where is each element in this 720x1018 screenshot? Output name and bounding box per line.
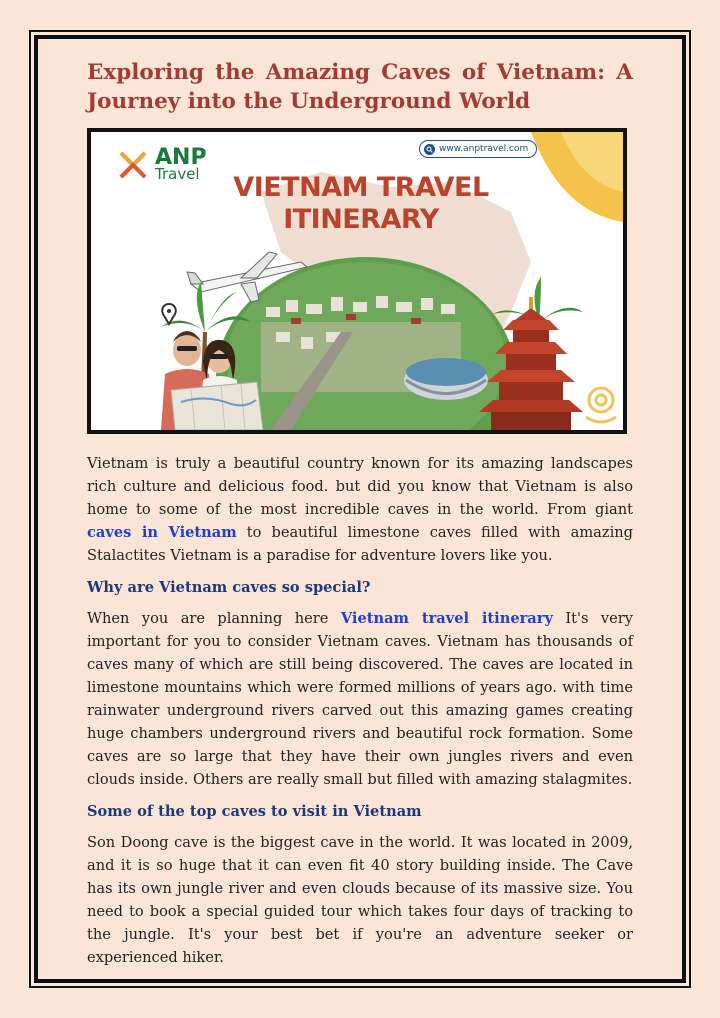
section-heading-top-caves: Some of the top caves to visit in Vietnam (87, 803, 422, 820)
intro-paragraph: Vietnam is truly a beautiful country known for its amazing landscapes rich culture and delicious food. but did you know that Vietnam is also home to some of the most incredible caves in the world. From giant caves in Vietnam to beautiful limestone caves filled with amazing Stalactites Vietnam is a paradise for adventure lovers like you. (87, 455, 633, 564)
article (87, 58, 633, 969)
banner-headline: VIETNAM TRAVEL ITINERARY (233, 172, 489, 235)
website-url: www.anptravel.com (439, 144, 529, 154)
location-pin-icon (162, 304, 176, 324)
section-heading-why-special: Why are Vietnam caves so special? (87, 579, 371, 596)
brand-subtitle: Travel (155, 165, 200, 183)
brand-name: ANP (155, 145, 207, 170)
search-icon (424, 144, 435, 155)
article-title: Exploring the Amazing Caves of Vietnam: A Journey into the Underground World (87, 60, 633, 114)
top-caves-paragraph: Son Doong cave is the biggest cave in the world. It was located in 2009, and it is so huge that it can even fit 40 story building inside. The Cave has its own jungle river and even clouds because of its massive size. You need to book a special guided tour which takes four days of tracking to the jungle. It's your best bet if you're an adventure seeker or experienced hiker. (87, 834, 633, 966)
caves-in-vietnam-link[interactable]: caves in Vietnam (87, 524, 237, 541)
ornament-decoration (586, 388, 616, 422)
brand-logo (119, 145, 207, 183)
why-special-paragraph: When you are planning here Vietnam travel itinerary It's very important for you to consider Vietnam caves. Vietnam has thousands of caves many of which are still being discovered. The caves are located in limestone mountains which were formed millions of years ago. with time rainwater underground rivers carved out this amazing games creating huge chambers underground rivers and beautiful rock formation. Some caves are so large that they have their own jungles rivers and even clouds inside. Others are really small but filled with amazing stalagmites. (87, 610, 633, 788)
vietnam-travel-itinerary-link[interactable]: Vietnam travel itinerary (340, 610, 553, 627)
website-url-badge (419, 140, 537, 158)
banner-image (87, 128, 627, 434)
